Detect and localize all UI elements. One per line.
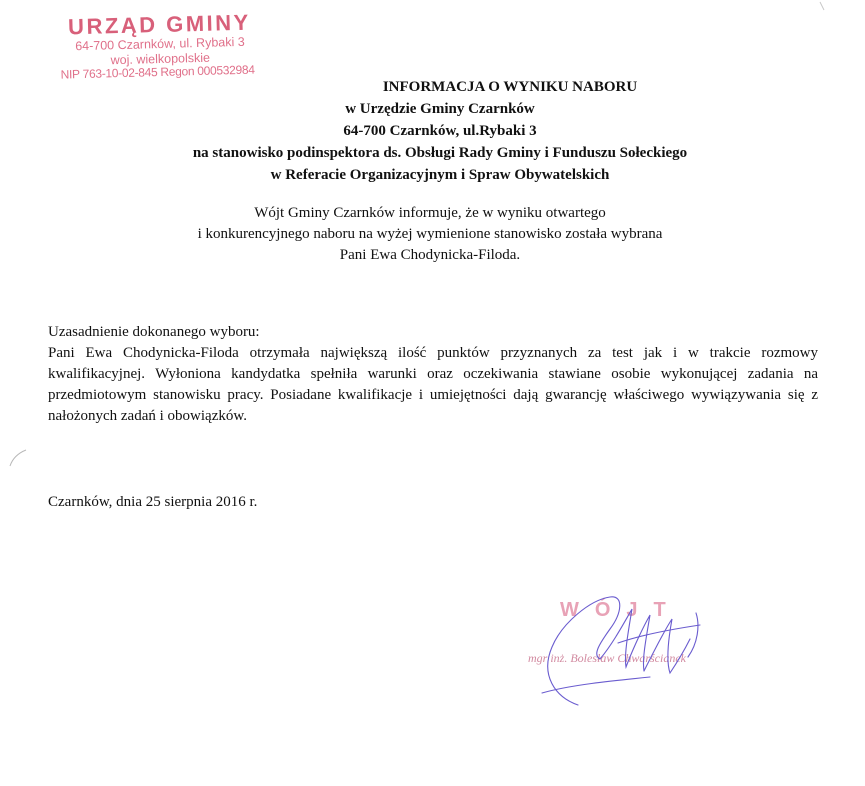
stamp-nip-regon: NIP 763-10-02-845 Regon 000532984 [60, 62, 255, 82]
signature-stamp-title: WÓJT [560, 599, 682, 621]
signature-block [500, 585, 780, 715]
heading-position: na stanowisko podinspektora ds. Obsługi Rady Gminy i Funduszu Sołeckiego [192, 145, 688, 161]
heading-office: w Urzędzie Gminy Czarnków [345, 101, 535, 117]
paper-mark [6, 446, 30, 470]
signature-stamp-name: mgr inż. Bolesław Chwarścianek [528, 651, 686, 665]
paper-mark [818, 0, 830, 14]
date-line: Czarnków, dnia 25 sierpnia 2016 r. [48, 494, 258, 510]
stamp-title: URZĄD GMINY [67, 9, 252, 40]
stamp-address: 64-700 Czarnków, ul. Rybaki 3 [75, 35, 245, 54]
announcement-selected-candidate: Pani Ewa Chodynicka-Filoda. [339, 247, 521, 263]
announcement-line: Wójt Gminy Czarnków informuje, że w wyniku otwartego [254, 205, 606, 221]
announcement [60, 203, 800, 266]
heading-department: w Referacie Organizacyjnym i Spraw Obywatelskich [270, 167, 610, 183]
justification-text: Pani Ewa Chodynicka-Filoda otrzymała największą ilość punktów przyznanych za test jak i w trakcie rozmowy kwalifikacyjnej. Wyłoniona kandydatka spełniła warunki oraz oczekiwania stawiane osobie wykonującej zadania na przedmiotowym stanowisku pracy. Posiadane kwalifikacje i umiejętności dają gwarancję właściwego wywiązywania się z nałożonych zadań i obowiązków. [48, 345, 818, 424]
stamp-region: woj. wielkopolskie [110, 50, 211, 67]
heading-address: 64-700 Czarnków, ul.Rybaki 3 [343, 123, 537, 139]
announcement-line: i konkurencyjnego naboru na wyżej wymienione stanowisko została wybrana [197, 226, 663, 242]
justification-label: Uzasadnienie dokonanego wyboru: [48, 324, 260, 340]
office-stamp [49, 9, 271, 83]
document-heading [60, 76, 820, 186]
handwritten-signature [500, 585, 780, 715]
heading-title: INFORMACJA O WYNIKU NABORU [382, 79, 638, 95]
justification-section [48, 322, 818, 427]
